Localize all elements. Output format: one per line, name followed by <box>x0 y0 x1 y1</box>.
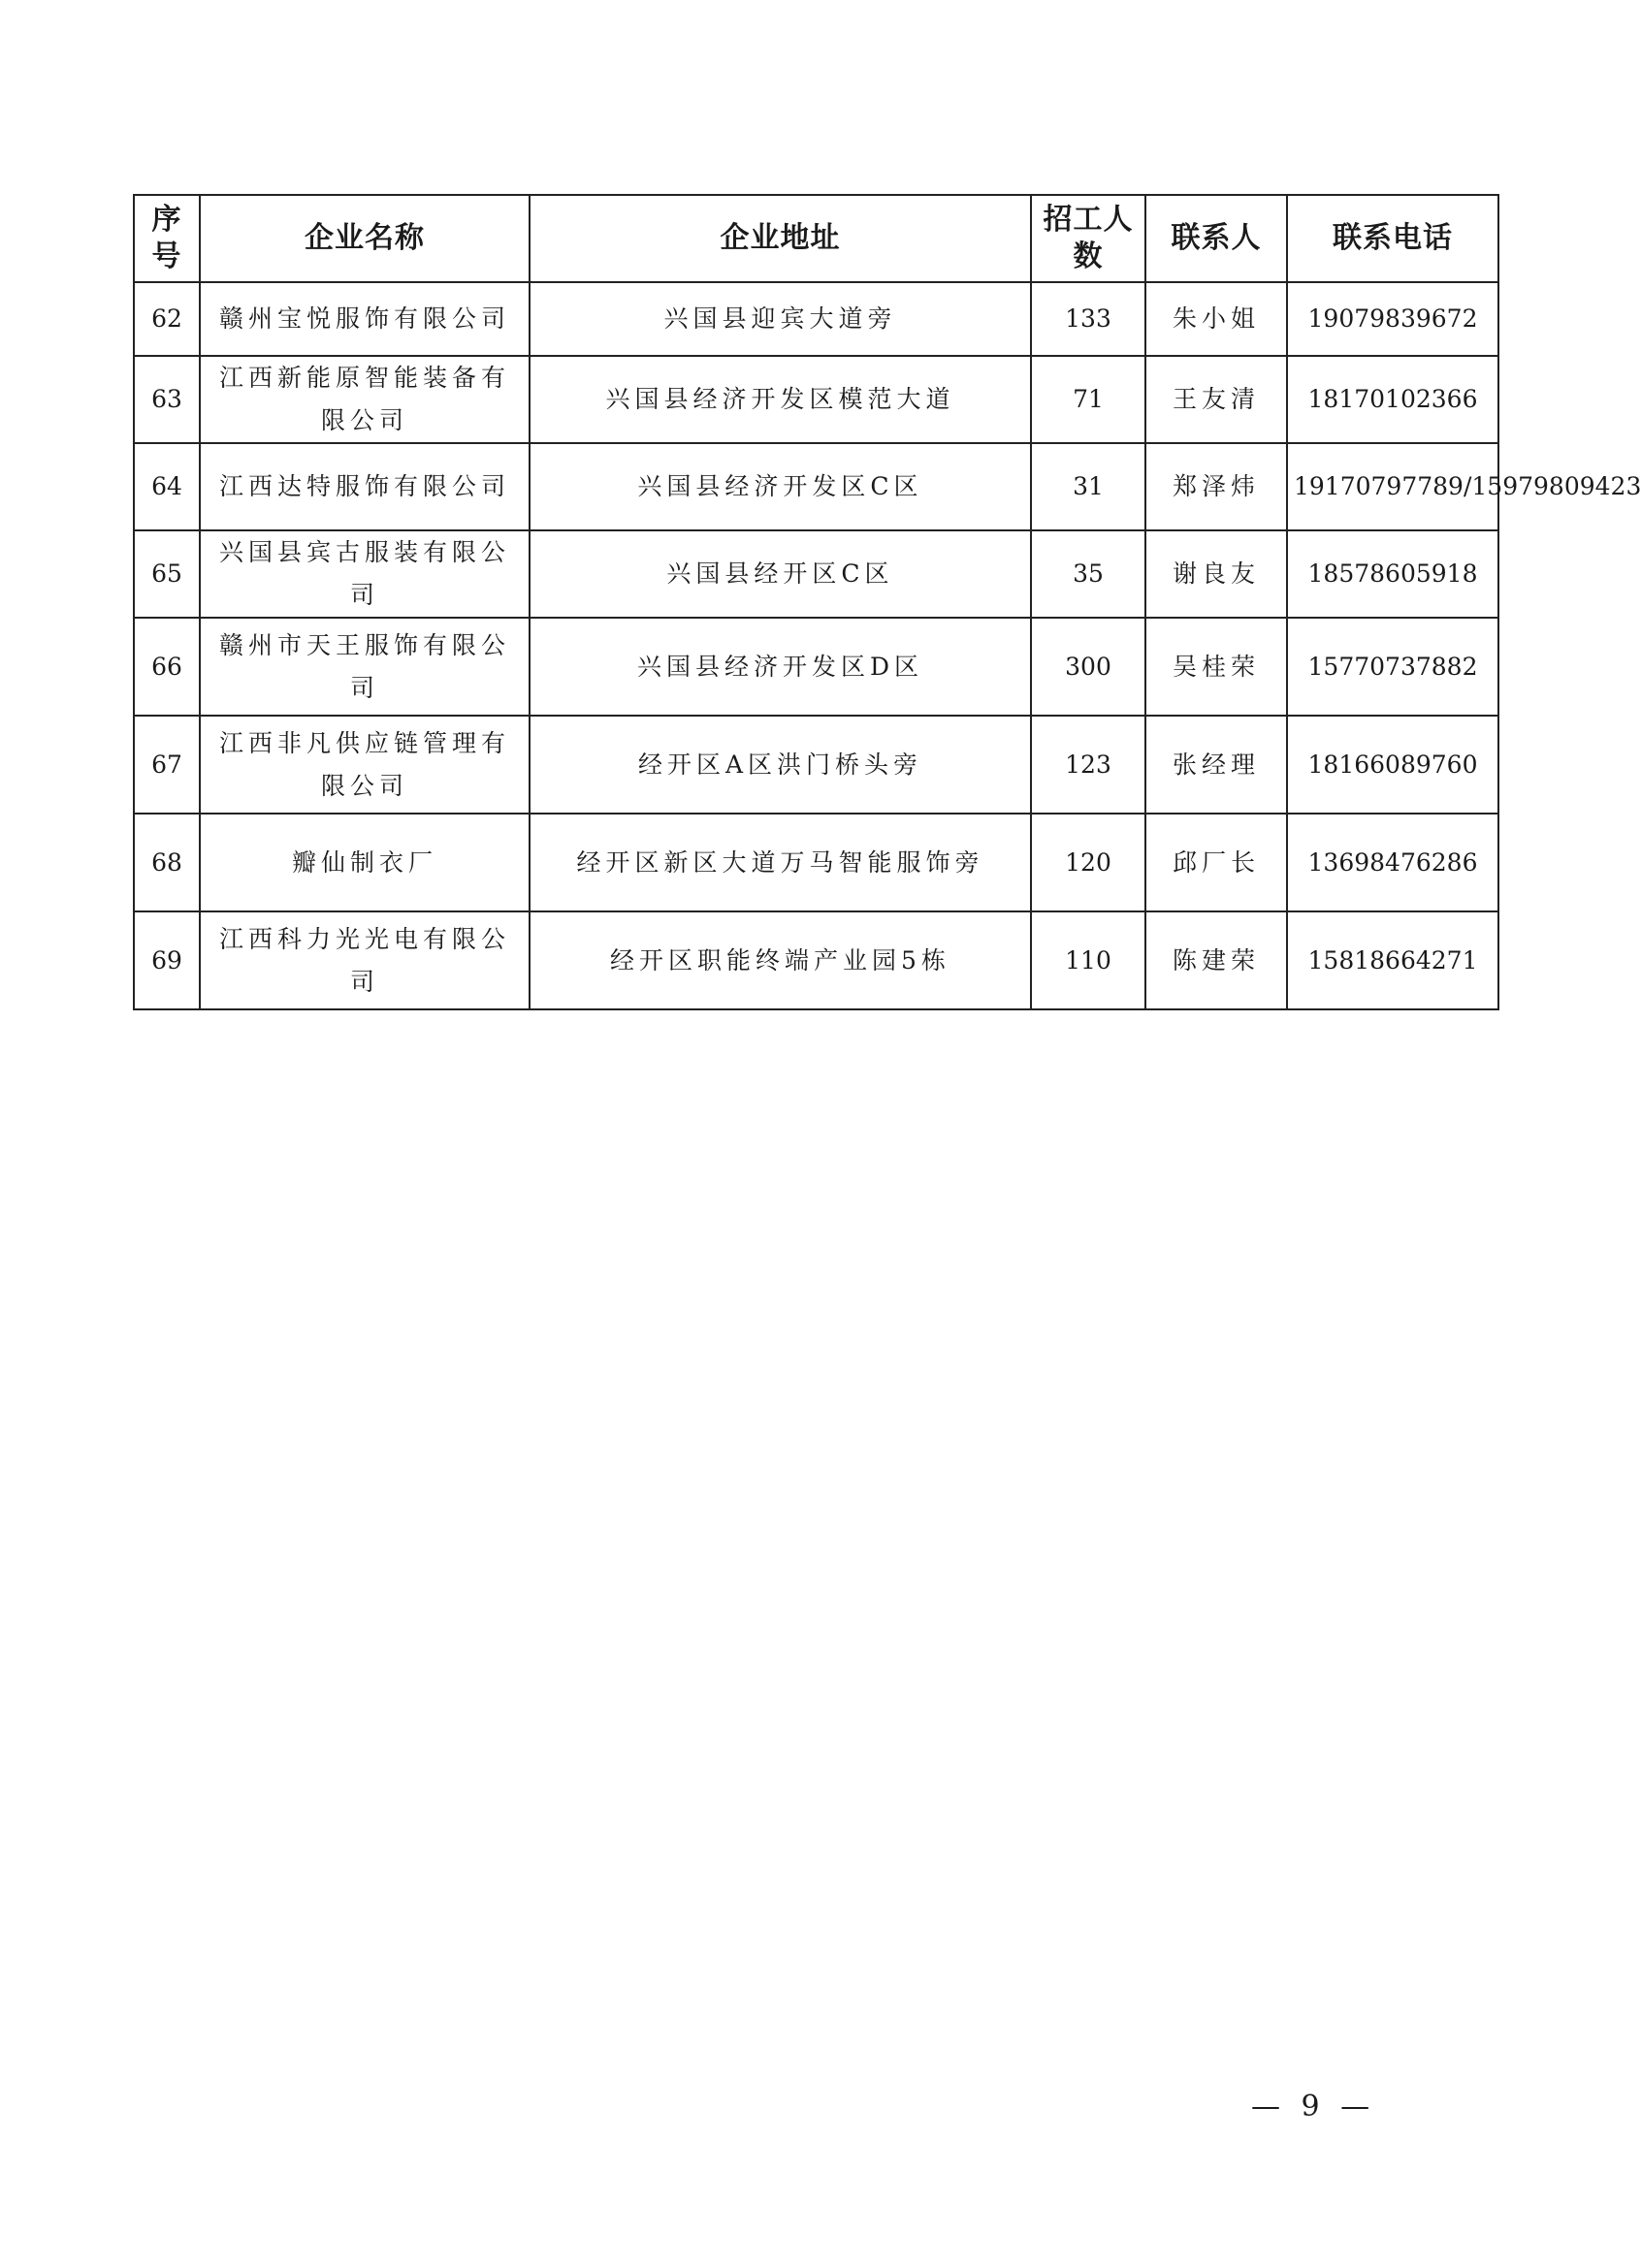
cell-headcount: 35 <box>1031 530 1145 618</box>
page-number: — 9 — <box>1251 2090 1376 2124</box>
cell-company: 瓣仙制衣厂 <box>200 814 530 911</box>
cell-contact: 邱厂长 <box>1145 814 1287 911</box>
header-index: 序号 <box>134 195 200 282</box>
cell-contact: 王友清 <box>1145 356 1287 443</box>
cell-phone: 15818664271 <box>1287 911 1498 1009</box>
cell-address: 经开区职能终端产业园5栋 <box>530 911 1031 1009</box>
cell-phone: 18170102366 <box>1287 356 1498 443</box>
header-address: 企业地址 <box>530 195 1031 282</box>
cell-company: 江西非凡供应链管理有限公司 <box>200 716 530 814</box>
cell-index: 69 <box>134 911 200 1009</box>
cell-contact: 郑泽炜 <box>1145 443 1287 530</box>
cell-company: 赣州宝悦服饰有限公司 <box>200 282 530 356</box>
cell-headcount: 133 <box>1031 282 1145 356</box>
cell-contact: 张经理 <box>1145 716 1287 814</box>
cell-address: 兴国县经济开发区模范大道 <box>530 356 1031 443</box>
cell-address: 兴国县经济开发区D区 <box>530 618 1031 716</box>
table-row <box>134 716 1498 814</box>
cell-index: 66 <box>134 618 200 716</box>
cell-headcount: 31 <box>1031 443 1145 530</box>
cell-phone: 13698476286 <box>1287 814 1498 911</box>
cell-address: 兴国县经开区C区 <box>530 530 1031 618</box>
cell-company: 兴国县宾古服装有限公司 <box>200 530 530 618</box>
cell-phone: 19170797789/15979809423 <box>1287 443 1498 530</box>
header-contact: 联系人 <box>1145 195 1287 282</box>
cell-headcount: 123 <box>1031 716 1145 814</box>
cell-phone: 15770737882 <box>1287 618 1498 716</box>
cell-headcount: 71 <box>1031 356 1145 443</box>
table-row <box>134 282 1498 356</box>
header-company: 企业名称 <box>200 195 530 282</box>
cell-headcount: 110 <box>1031 911 1145 1009</box>
table-header-row <box>134 195 1498 282</box>
cell-index: 64 <box>134 443 200 530</box>
cell-index: 63 <box>134 356 200 443</box>
cell-company: 江西科力光光电有限公司 <box>200 911 530 1009</box>
table-row <box>134 443 1498 530</box>
cell-address: 经开区A区洪门桥头旁 <box>530 716 1031 814</box>
cell-index: 62 <box>134 282 200 356</box>
cell-company: 江西新能原智能装备有限公司 <box>200 356 530 443</box>
cell-contact: 陈建荣 <box>1145 911 1287 1009</box>
table-row <box>134 814 1498 911</box>
cell-headcount: 300 <box>1031 618 1145 716</box>
cell-address: 经开区新区大道万马智能服饰旁 <box>530 814 1031 911</box>
header-headcount: 招工人数 <box>1031 195 1145 282</box>
table-row <box>134 911 1498 1009</box>
cell-phone: 18578605918 <box>1287 530 1498 618</box>
cell-headcount: 120 <box>1031 814 1145 911</box>
cell-index: 67 <box>134 716 200 814</box>
cell-contact: 谢良友 <box>1145 530 1287 618</box>
cell-phone: 19079839672 <box>1287 282 1498 356</box>
cell-contact: 吴桂荣 <box>1145 618 1287 716</box>
table-row <box>134 530 1498 618</box>
recruitment-table <box>133 194 1641 1010</box>
cell-contact: 朱小姐 <box>1145 282 1287 356</box>
cell-company: 江西达特服饰有限公司 <box>200 443 530 530</box>
cell-index: 68 <box>134 814 200 911</box>
table-row <box>134 618 1498 716</box>
cell-address: 兴国县迎宾大道旁 <box>530 282 1031 356</box>
table-row <box>134 356 1498 443</box>
header-phone: 联系电话 <box>1287 195 1498 282</box>
cell-index: 65 <box>134 530 200 618</box>
cell-company: 赣州市天王服饰有限公司 <box>200 618 530 716</box>
cell-address: 兴国县经济开发区C区 <box>530 443 1031 530</box>
cell-phone: 18166089760 <box>1287 716 1498 814</box>
